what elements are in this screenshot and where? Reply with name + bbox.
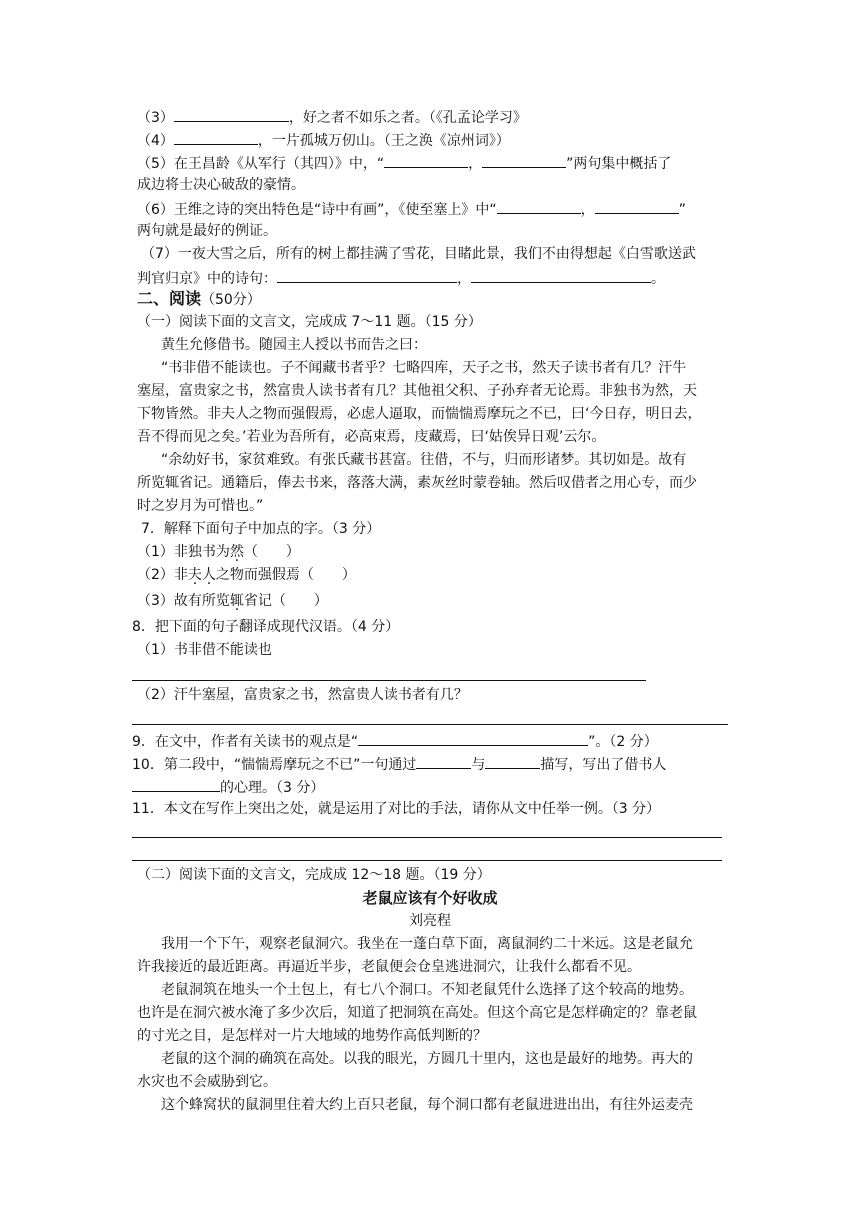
recite-q7-line1: （7）一夜大雪之后，所有的树上都挂满了雪花，目睹此景，我们不由得想起《白雪歌送武 — [141, 246, 696, 262]
part1-intro — [137, 313, 737, 331]
recite-q4 — [137, 130, 737, 150]
q5-blank-1[interactable] — [384, 153, 468, 168]
recite-q6-line2: 两句就是最好的例证。 — [137, 223, 277, 239]
question-7-2 — [137, 566, 737, 584]
article-p1-l1: 我用一个下午，观察老鼠洞穴。我坐在一蓬白草下面，离鼠洞约二十米远。这是老鼠允 — [161, 936, 693, 952]
q10-blank-2[interactable] — [485, 754, 540, 769]
q7-3-text: （3）故有所览 — [137, 593, 230, 609]
article-p2-l2: 也许是在洞穴被水淹了多少次后，知道了把洞筑在高处。但这个高它是怎样确定的？靠老鼠 — [137, 1005, 697, 1021]
q7-3-answer[interactable]: 省记（ ） — [243, 593, 328, 609]
recite-q3 — [137, 107, 737, 127]
passage1-p1-l3: 下物皆然。非夫人之物而强假焉，必虑人逼取，而惴惴焉摩玩之不已，曰‘今日存，明日去， — [137, 406, 702, 422]
article-p3-l1: 老鼠的这个洞的确筑在高处。以我的眼光，方圆几十里内，这也是最好的地势。再大的 — [161, 1051, 693, 1067]
question-11: 11．本文在写作上突出之处，就是运用了对比的手法，请你从文中任举一例。（3 分） — [132, 801, 661, 817]
q6-text-c: ” — [678, 202, 686, 218]
recite-q5-line2: 成边将士决心破敌的豪情。 — [137, 177, 305, 193]
q10-text-d: 的心理。（3 分） — [220, 780, 325, 796]
part2-intro-b: 成 12～18 题。（19 分） — [333, 867, 491, 883]
passage1-p0: 黄生允修借书。随园主人授以书而告之曰： — [161, 337, 427, 353]
q3-text: ，好之者不如乐之者。（《孔孟论学习》 — [288, 110, 527, 126]
q10-blank-1[interactable] — [416, 754, 471, 769]
passage1-p1-l2: 塞屋，富贵家之书，然富贵人读书者有几？其他祖父积、子孙弃者无论焉。非独书为然，天 — [137, 383, 697, 399]
q6-blank-2[interactable] — [595, 199, 679, 214]
q8-1-answer-line[interactable] — [132, 680, 646, 681]
part1-intro-b: 成 7～11 题。（15 分） — [333, 314, 482, 330]
passage1-p2-l1: “余幼好书，家贫难致。有张氏藏书甚富。往借，不与，归而形诸梦。其切如是。故有 — [161, 452, 687, 468]
q9-text-a: 9．在文中，作者有关读书的观点是“ — [132, 734, 359, 750]
q3-number: （3） — [137, 110, 174, 126]
q10-text-c: 描写，写出了借书人 — [540, 757, 667, 773]
q7-blank-2[interactable] — [471, 268, 651, 283]
q9-blank[interactable] — [358, 731, 588, 746]
q10-blank-3[interactable] — [132, 777, 220, 792]
q7-2-answer[interactable]: 之物而强假焉（ ） — [215, 567, 356, 583]
q6-text-b: ， — [580, 202, 595, 218]
q7-2-dotted-char-2: 人 — [201, 567, 216, 583]
q7-2-text: （2）非 — [137, 567, 188, 583]
question-10-line1 — [132, 754, 732, 774]
passage1-p1-l4: 吾不得而见之矣。’若业为吾所有，必高束焉，庋藏焉，曰‘姑俟异日观’云尔。 — [137, 429, 606, 445]
passage1-p1-l1: “书非借不能读也。子不闻藏书者乎？七略四库，天子之书，然天子读书者有几？汗牛 — [161, 360, 687, 376]
q7-1-dotted-char: 然 — [229, 544, 244, 560]
article-p2-l3: 的寸光之目，是怎样对一片大地域的地势作高低判断的？ — [137, 1028, 487, 1044]
q7-text-c: ， — [457, 271, 471, 287]
q11-answer-line-1[interactable] — [132, 837, 722, 838]
q7-text-d: 。 — [651, 271, 665, 287]
question-8-1: （1）书非借不能读也 — [137, 642, 272, 658]
section-score: （50分） — [201, 292, 261, 308]
recite-q6-line1 — [137, 199, 737, 219]
q5-text-a: （5）在王昌龄《从军行（其四）》中，“ — [137, 156, 385, 172]
q5-text-c: ”两句集中概括了 — [566, 156, 672, 172]
question-9 — [132, 731, 732, 751]
q6-text-a: （6）王维之诗的突出特色是“诗中有画”，《使至塞上》中“ — [137, 202, 497, 218]
q3-answer-blank[interactable] — [174, 107, 289, 122]
part1-intro-a: （一）阅读下面的文言文，完成 — [137, 314, 333, 330]
passage1-p2-l2: 所览辄省记。通籍后，俸去书来，落落大满，素灰丝时蒙卷轴。然后叹借者之用心专，而少 — [137, 475, 697, 491]
question-8-2: （2）汗牛塞屋，富贵家之书，然富贵人读书者有几？ — [137, 687, 468, 703]
question-7-3 — [137, 592, 737, 610]
q11-answer-line-2[interactable] — [132, 860, 722, 861]
article-p1-l2: 许我接近的最近距离。再逼近半步，老鼠便会仓皇逃进洞穴，让我什么都看不见。 — [137, 959, 641, 975]
q9-text-b: ”。（2 分） — [588, 734, 658, 750]
question-7: 7．解释下面句子中加点的字。（3 分） — [141, 521, 381, 537]
q6-blank-1[interactable] — [497, 199, 581, 214]
q4-answer-blank[interactable] — [174, 130, 258, 145]
article-author: 刘亮程 — [409, 913, 451, 929]
article-p3-l2: 水灾也不会威胁到它。 — [137, 1074, 277, 1090]
passage1-p2-l3: 时之岁月为可惜也。” — [137, 498, 264, 514]
recite-q7-line2 — [137, 268, 737, 288]
q7-blank-1[interactable] — [277, 268, 457, 283]
q5-text-b: ， — [468, 156, 483, 172]
question-8: 8．把下面的句子翻译成现代汉语。（4 分） — [132, 619, 400, 635]
q8-2-answer-line[interactable] — [132, 724, 728, 725]
section-heading — [137, 290, 737, 309]
article-title: 老鼠应该有个好收成 — [362, 889, 498, 907]
part2-intro — [137, 866, 737, 884]
question-10-line2 — [132, 777, 732, 797]
q4-text: ，一片孤城万仞山。（王之涣《凉州词》） — [257, 133, 510, 149]
part2-intro-a: （二）阅读下面的文言文，完成 — [137, 867, 333, 883]
q7-text-b: 判官归京》中的诗句： — [137, 271, 277, 287]
article-p2-l1: 老鼠洞筑在地头一个土包上，有七八个洞口。不知老鼠凭什么选择了这个较高的地势。 — [161, 982, 693, 998]
q5-blank-2[interactable] — [482, 153, 566, 168]
question-7-1 — [137, 543, 737, 561]
q10-text-b: 与 — [471, 757, 486, 773]
section-title: 二、阅读 — [137, 289, 202, 308]
q10-text-a: 10．第二段中，“惴惴焉摩玩之不已”一句通过 — [132, 757, 417, 773]
q4-number: （4） — [137, 133, 174, 149]
q7-1-answer[interactable]: （ ） — [243, 544, 300, 560]
recite-q5-line1 — [137, 153, 737, 173]
article-p4-l1: 这个蜂窝状的鼠洞里住着大约上百只老鼠，每个洞口都有老鼠进进出出，有往外运麦壳 — [161, 1097, 693, 1113]
q7-1-text: （1）非独书为 — [137, 544, 230, 560]
q7-3-dotted-char: 辄 — [229, 593, 244, 609]
q7-2-dotted-char-1: 夫 — [187, 567, 202, 583]
